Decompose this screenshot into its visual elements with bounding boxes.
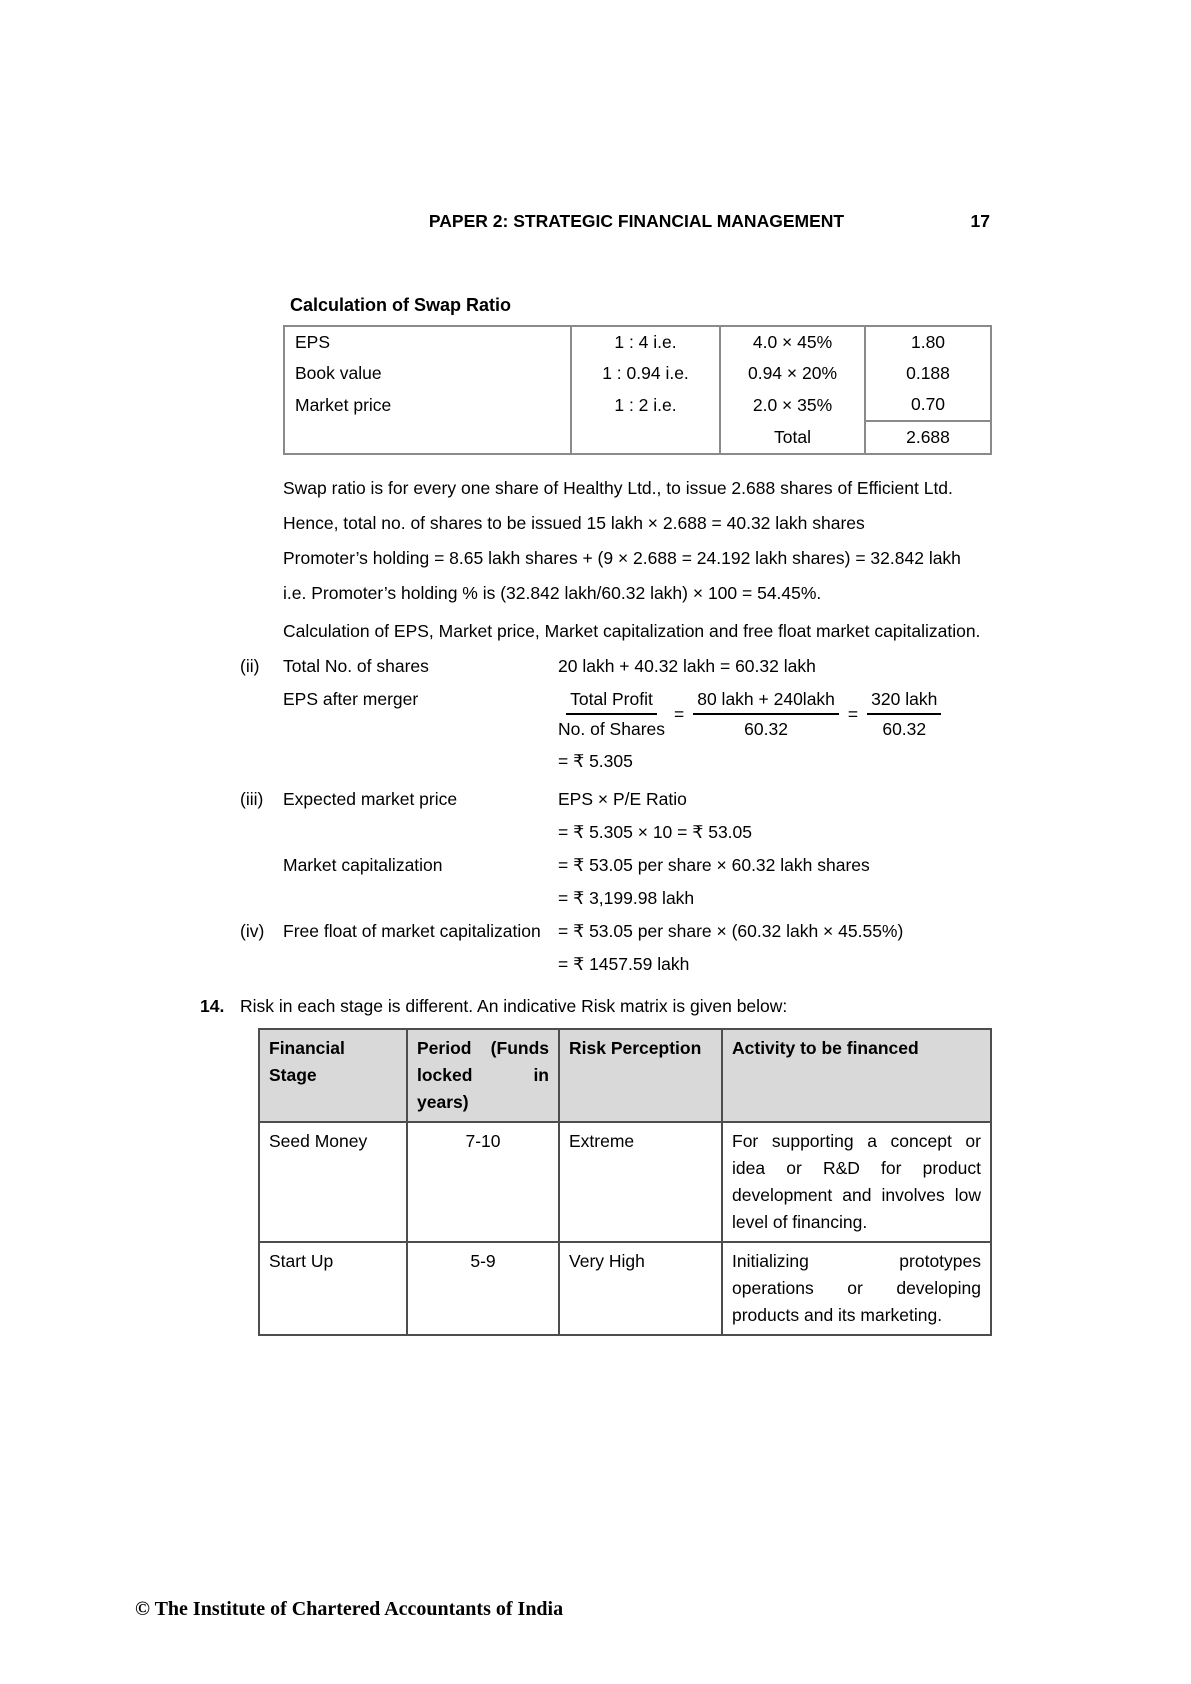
paragraph-swap-ratio: Swap ratio is for every one share of Healthy Ltd., to issue 2.688 shares of Efficient Ltd.: [283, 478, 953, 498]
table-cell: 1.80: [865, 326, 991, 358]
item-number: [240, 819, 283, 846]
eps-fraction-expression: [558, 686, 990, 742]
list-item-ii-eps: [240, 686, 990, 742]
item-value: = ₹ 53.05 per share × 60.32 lakh shares: [558, 855, 870, 875]
question-number: 14.: [200, 996, 225, 1016]
table-row-start-up: [259, 1242, 991, 1335]
table-cell: 0.70: [865, 389, 991, 421]
item-value: = ₹ 53.05 per share × (60.32 lakh × 45.55%): [558, 921, 904, 941]
table-cell: 0.188: [865, 358, 991, 389]
table-cell: 1 : 2 i.e.: [571, 389, 720, 421]
fraction-numerator: Total Profit: [566, 686, 657, 715]
table-row-total: [284, 421, 991, 454]
column-header-financial-stage: Financial Stage: [259, 1029, 407, 1122]
page-header: [283, 208, 990, 235]
table-cell: [571, 421, 720, 454]
table-cell: Book value: [295, 363, 382, 383]
period-cell: 7-10: [407, 1122, 559, 1242]
swap-ratio-table: [283, 325, 992, 455]
table-cell: 2.0 × 35%: [720, 389, 865, 421]
equals-sign: =: [847, 703, 859, 724]
item-value: EPS × P/E Ratio: [558, 789, 687, 809]
item-number: [240, 885, 283, 912]
table-cell: 4.0 × 45%: [720, 326, 865, 358]
paragraph-calc-intro: Calculation of EPS, Market price, Market capitalization and free float market capitalization.: [283, 621, 981, 641]
paragraph-holding-percent: i.e. Promoter’s holding % is (32.842 lakh/60.32 lakh) × 100 = 54.45%.: [283, 583, 822, 603]
table-cell: [284, 421, 571, 454]
paragraph-total-shares: Hence, total no. of shares to be issued 15 lakh × 2.688 = 40.32 lakh shares: [283, 513, 865, 533]
item-label: [283, 885, 558, 912]
page-number: 17: [970, 211, 990, 231]
risk-matrix-table: [258, 1028, 992, 1336]
item-label: EPS after merger: [283, 689, 419, 709]
list-item-ii-result: [240, 748, 990, 775]
list-item-iii-result: [240, 819, 990, 846]
activity-cell: For supporting a concept or idea or R&D for product development and involves low level of financing.: [722, 1122, 991, 1242]
swap-ratio-heading: Calculation of Swap Ratio: [290, 295, 512, 315]
fraction-numerator: 320 lakh: [867, 686, 941, 715]
item-label: Free float of market capitalization: [283, 921, 541, 941]
item-label: Market capitalization: [283, 855, 443, 875]
item-value: = ₹ 5.305 × 10 = ₹ 53.05: [558, 822, 753, 842]
item-label: [283, 748, 558, 775]
table-row: [284, 358, 991, 389]
table-header-row: [259, 1029, 991, 1122]
table-cell: 1 : 4 i.e.: [571, 326, 720, 358]
table-cell: 1 : 0.94 i.e.: [571, 358, 720, 389]
table-cell: Market price: [295, 394, 392, 415]
item-label: [283, 819, 558, 846]
table-cell: 0.94 × 20%: [720, 358, 865, 389]
item-number: [240, 852, 283, 879]
fraction-denominator: No. of Shares: [558, 719, 665, 739]
list-item-iv: [240, 918, 990, 945]
item-number: (ii): [240, 656, 260, 676]
fraction: [558, 686, 665, 742]
risk-cell: Very High: [559, 1242, 722, 1335]
item-number: (iii): [240, 789, 264, 809]
item-number: [240, 951, 283, 978]
item-value: 20 lakh + 40.32 lakh = 60.32 lakh: [558, 656, 816, 676]
main-content: [200, 294, 990, 1336]
list-item-market-cap: [240, 852, 990, 879]
page-title: PAPER 2: STRATEGIC FINANCIAL MANAGEMENT: [428, 211, 845, 231]
item-label: [283, 951, 558, 978]
stage-cell: Start Up: [259, 1242, 407, 1335]
list-item-iv-result: [240, 951, 990, 978]
column-header-period: Period (Funds locked in years): [407, 1029, 559, 1122]
total-label: Total: [720, 421, 865, 454]
question-text: Risk in each stage is different. An indicative Risk matrix is given below:: [240, 996, 788, 1016]
item-label: Total No. of shares: [283, 656, 429, 676]
copyright-footer: © The Institute of Chartered Accountants of India: [135, 1598, 564, 1620]
stage-cell: Seed Money: [259, 1122, 407, 1242]
fraction-denominator: 60.32: [744, 719, 788, 739]
fraction: [867, 686, 941, 742]
item-value: = ₹ 1457.59 lakh: [558, 954, 690, 974]
item-number: [240, 748, 283, 775]
list-item-ii: [240, 653, 990, 680]
column-header-activity: Activity to be financed: [722, 1029, 991, 1122]
table-row: [284, 326, 991, 358]
list-item-iii: [240, 786, 990, 813]
activity-cell: Initializing prototypes operations or developing products and its marketing.: [722, 1242, 991, 1335]
question-14: [200, 993, 990, 1020]
item-value: = ₹ 3,199.98 lakh: [558, 888, 695, 908]
column-header-risk-perception: Risk Perception: [559, 1029, 722, 1122]
item-number: [240, 686, 283, 742]
table-row: [284, 389, 991, 421]
fraction-denominator: 60.32: [882, 719, 927, 739]
total-value: 2.688: [865, 421, 991, 454]
item-number: (iv): [240, 921, 265, 941]
table-cell: EPS: [295, 332, 331, 352]
period-cell: 5-9: [407, 1242, 559, 1335]
item-value: = ₹ 5.305: [558, 751, 633, 771]
risk-cell: Extreme: [559, 1122, 722, 1242]
equals-sign: =: [674, 703, 685, 724]
table-row-seed-money: [259, 1122, 991, 1242]
paragraph-promoters-holding: Promoter’s holding = 8.65 lakh shares + (9 × 2.688 = 24.192 lakh shares) = 32.842 lakh: [283, 548, 961, 568]
fraction-numerator: 80 lakh + 240lakh: [693, 686, 839, 715]
fraction: [693, 686, 839, 742]
item-label: Expected market price: [283, 789, 458, 809]
list-item-market-cap-result: [240, 885, 990, 912]
